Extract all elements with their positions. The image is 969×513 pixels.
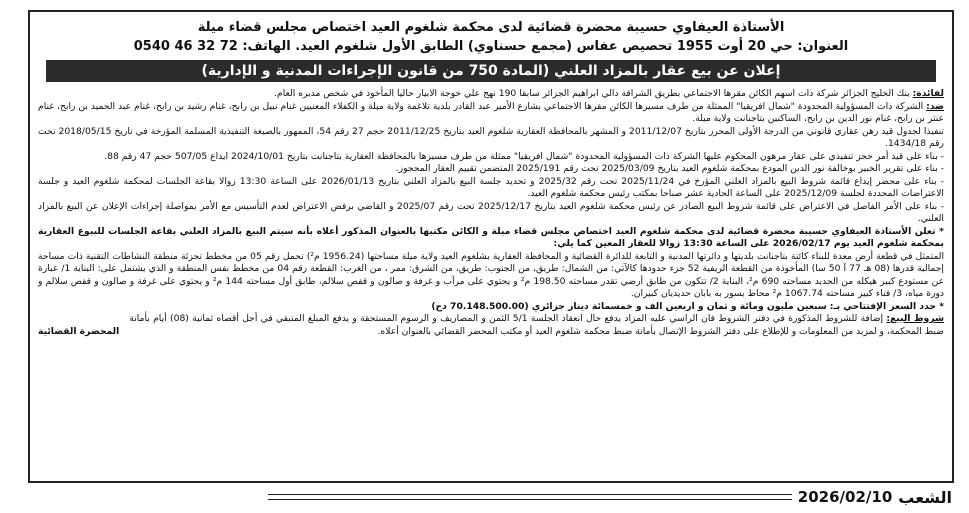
announcement-frame — [28, 10, 954, 483]
creditor-text: بنك الخليج الجزائر شركة ذات اسهم الكائن مقرها الاجتماعي بطريق الشراقة دالي ابراهيم الجزائر سابقا 190 نهج علي خوجة الابيار حاليا المأخوذ في شخص مديره العام. — [274, 88, 910, 99]
deposit-paragraph: - بناء على محضر إيداع قائمة شروط البيع بالمزاد العلني المؤرخ في 2025/11/24 تحت رقم 2025/32 و تحديد جلسة البيع بالمزاد العلني بتاريخ 2026/01/13 على الساعة 13:30 زوالا بقاعة الجلسات لمحكمة شلغوم العيد و جلسة الاعتراضات المحددة لجلسة 2025/12/09 على الساعة الحادية عشر صباحا بمكتب رئيس محكمة شلغوم العيد. — [38, 175, 944, 199]
sale-announcement-paragraph: * تعلن الأستاذة العيفاوي حسيبة محضرة قضائية لدى محكمة شلغوم العيد اختصاص مجلس قضاء ميلة و الكائن مكتبها بالعنوان المذكور أعلاه بأنه سيتم البيع بالمزاد العلني بقاعة الجلسات للبيوع العقارية بمحكمة شلغوم العيد يوم 2026/02/17 على الساعة 13:30 زوالا للعقار المعين كما يلي: — [38, 225, 944, 249]
signature: المحضرة القضائية — [38, 325, 120, 337]
publication-footer — [262, 487, 952, 507]
conditions-text: إضافة للشروط المذكورة في دفتر الشروط فان الراسي عليه المزاد يدفع حال انعقاد الجلسة 5/1 الثمن و المصاريف و الرسوم المستحقة و يدفع المبلغ المتبقي في أجل أقصاه ثمانية (08) أيام بأمانة ضبط المحكمة، و لمزيد من المعلومات و للإطلاع على دفتر الشروط الإتصال بأمانة ضبط محكمة شلغوم العيد أو مكتب المحضر القضائي بالعنوان أعلاه. — [129, 313, 944, 337]
opening-price-paragraph — [38, 301, 944, 314]
publication-date: 2026/02/10 — [797, 488, 893, 506]
creditor-label: لفائدة: — [912, 88, 944, 99]
conditions-block — [38, 313, 944, 338]
bailiff-name: الأستاذة العيفاوي حسيبة محضرة قضائية لدى محكمة شلغوم العيد اختصاص مجلس قضاء ميلة — [197, 20, 785, 35]
creditor-paragraph — [38, 88, 944, 101]
debtor-label: ضد: — [926, 100, 945, 112]
opening-price-label: * حدد السعر الإفتتاحي بـ: — [829, 300, 944, 312]
announcement-body — [38, 88, 944, 338]
bailiff-address: العنوان: حي 20 أوت 1955 تحصيص عفاس (مجمع حسناوي) الطابق الأول شلغوم العيد. الهاتف: 72 32 46 0540 — [133, 39, 849, 54]
newspaper-name: الشعب — [898, 487, 952, 507]
announcement-title: إعلان عن بيع عقار بالمزاد العلني (المادة 750 من قانون الإجراءات المدنية و الإدارية) — [46, 60, 936, 82]
debtor-paragraph — [38, 101, 944, 126]
property-description-paragraph: المتمثل في قطعة أرض معدة للبناء كائنة بتاجنانت بلديتها و دائرتها المدنية و التابعة للدائرة القضائية و المحافظة العقارية بشلغوم العيد ولاية ميلة مساحتها (1956.24 م²) تحمل رقم 05 من مخطط تجزئة منطقة النشاطات التقنية ذات مساحة إجمالية قدرها (08 هـ 77 آ 50 سا) المأخوذة من القطعة الريفية 52 جزء حدودها كالآتي: من الشمال: طريق، من الجنوب: طريق، من الشرق: ممر ، من الغرب: القطعة رقم 04 من مخطط نفس المنطقة و الذي يشتمل على: البناية 1/ عبارة عن مستودع كبير هيكله من الحديد مساحته 690 م²، البناية 2/ تتكون من طابق أرضي تقدر مساحته 198.50 م² و يحتوي على مرآب و غرفة و صالون و قفص سلالم، طابق أول مساحته 144 م² و يحتوي على غرفة و صالون و قفص سلالم و دورة مياه، 3/ فناء كبير مساحته 1067.74 م² محاط بسور به بابان حديديان كبيران. — [38, 250, 945, 299]
expert-report-paragraph: - بناء على تقرير الخبير بوخالفة نور الدين المودع بمحكمة شلغوم العيد بتاريخ 2025/03/09 تحت رقم 2025/191 المتضمن تقييم العقار المحجوز. — [395, 163, 944, 174]
debtor-text: الشركة ذات المسؤولية المحدودة "شمال افريقيا" الممثلة من طرف مسيرها الكائن مقرها الاجتماعي بشارع الأمير عبد القادر بلدية تلاغمة ولاية ميلة و الكفلاء المعنيين غنام نبيل بن رابح، غنام رشيد بن رابح، غنام عبد الحميد بن رابح، غنام عنتر بن رابح، غنام نور الدين بن رابح، الساكنين بتاجنانت ولاية ميلة. — [38, 100, 944, 124]
opening-price-value: سبعين مليون ومائة و ثمان و اربعين الف و خمسمائة دينار جزائري (70.148.500.00 دج) — [431, 300, 827, 312]
mortgage-paragraph: تنفيذا لجدول قيد رهن عقاري قانوني من الدرجة الأولى المحرر بتاريخ 2011/12/07 و المشهر بالمحافظة العقارية شلغوم العيد بتاريخ 2011/12/25 حجم 27 رقم 54، الممهور بالصيغة التنفيذية المسلمة المؤرخة في تاريخ 2018/05/15 تحت رقم 1434/18. — [38, 125, 944, 149]
objection-paragraph: - بناء على الأمر الفاصل في الاعتراض على قائمة شروط البيع الصادر عن رئيس محكمة شلغوم العيد بتاريخ 2025/12/17 تحت رقم 2025/07 و القاضي برفض الاعتراض لعدم التأسيس مع الأمر بمواصلة إجراءات الإعلان عن البيع بالمزاد العلني. — [38, 200, 944, 224]
seizure-paragraph: - بناء على قيد أمر حجز تنفيذي على عقار مرهون المحكوم عليها الشركة ذات المسؤولية المحدودة "شمال افريقيا" ممثلة من طرف مسيرها بالمحافظة العقارية بتاجنانت بتاريخ 2024/10/01 ايداع 507/05 حجم 47 رقم 88. — [104, 150, 944, 162]
conditions-paragraph — [129, 313, 944, 338]
footer-rule — [268, 494, 792, 500]
conditions-label: شروط البيع: — [886, 313, 945, 324]
